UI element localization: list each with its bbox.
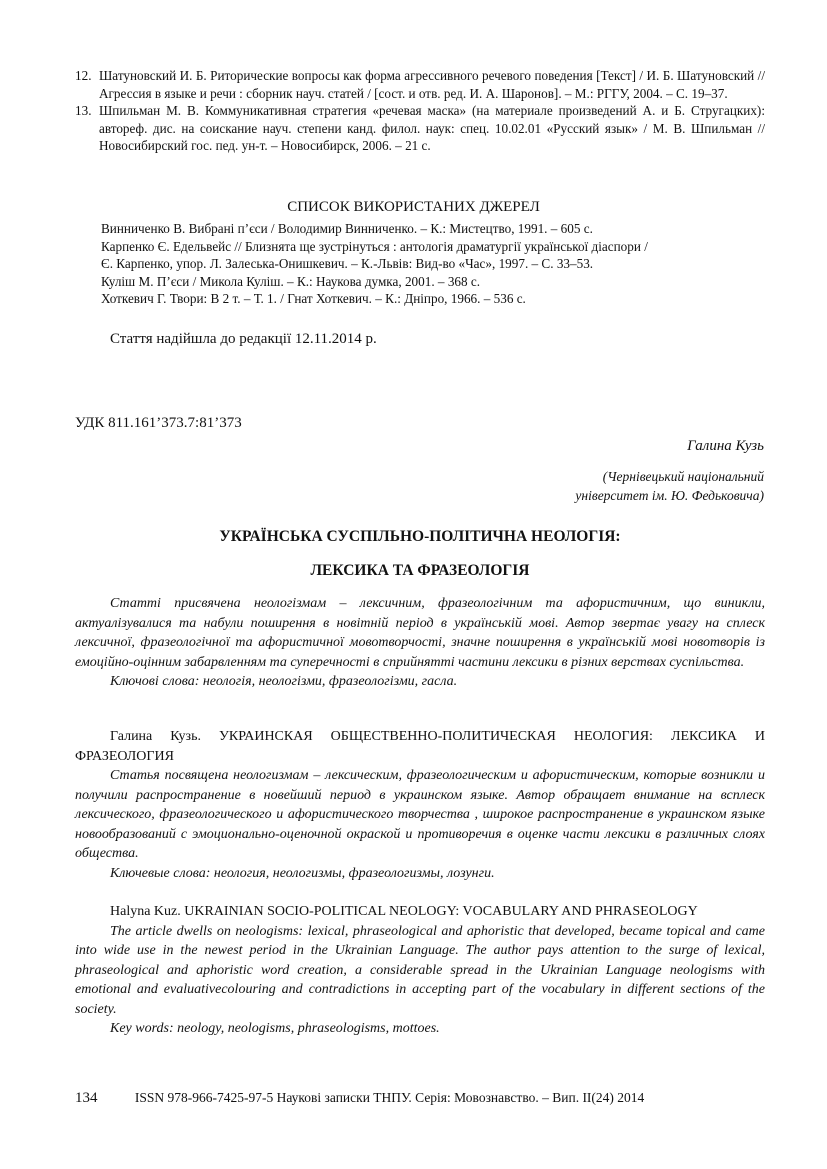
reference-list (75, 67, 765, 155)
source-item: Винниченко В. Вибрані п’єси / Володимир Винниченко. – К.: Мистецтво, 1991. – 605 с. (101, 221, 593, 236)
received-date: Стаття надійшла до редакції 12.11.2014 р. (110, 331, 377, 347)
reference-item (75, 67, 765, 102)
page-footer (75, 1090, 644, 1107)
ru-heading: Галина Кузь. УКРАИНСКАЯ ОБЩЕСТВЕННО-ПОЛИТИЧЕСКАЯ НЕОЛОГИЯ: ЛЕКСИКА И ФРАЗЕОЛОГИЯ (75, 729, 765, 764)
reference-number: 13. (75, 103, 92, 118)
source-item: Є. Карпенко, упор. Л. Залеська-Онишкевич. – К.-Львів: Вид-во «Час», 1997. – С. 33–53. (101, 256, 594, 271)
article-title-line: ЛЕКСИКА ТА ФРАЗЕОЛОГІЯ (310, 562, 530, 579)
sources-list (101, 220, 766, 308)
reference-text: Шатуновский И. Б. Риторические вопросы как форма агрессивного речевого поведения [Текст] / И. Б. Шатуновский // Агрессия в языке и речи : сборник науч. статей / [сост. и отв. ред. И. А. Шаронов]. – М.: РГГУ, 2004. – С. 19–37. (99, 68, 765, 101)
sources-heading: СПИСОК ВИКОРИСТАНИХ ДЖЕРЕЛ (287, 199, 540, 215)
source-item: Куліш М. П’єси / Микола Куліш. – К.: Наукова думка, 2001. – 368 с. (101, 273, 481, 289)
reference-item (75, 102, 765, 155)
abstract-en-block (75, 902, 765, 1039)
journal-info: ISSN 978-966-7425-97-5 Наукові записки ТНПУ. Серія: Мовознавство. – Вип. ІІ(24) 2014 (134, 1090, 645, 1105)
keywords-en: Key words: neology, neologisms, phraseologisms, mottoes. (110, 1021, 440, 1036)
article-title-line: УКРАЇНСЬКА СУСПІЛЬНО-ПОЛІТИЧНА НЕОЛОГІЯ: (219, 528, 621, 545)
abstract-uk-block (75, 594, 765, 692)
reference-number: 12. (75, 68, 92, 83)
abstract-ru-block (75, 727, 765, 883)
author-name: Галина Кузь (687, 438, 764, 454)
abstract-ru: Статья посвящена неологизмам – лексическим, фразеологическим и афористическим, которые возникли и получили распространение в новейший период в украинском языке. Автор обращает внимание на всплеск лексического, фразеологического и афористического творчества , широкое распространение в украинском языке новообразований с эмоционально-оценочной окраской и противоречия в оценке части лексики в различных слоях общества. (75, 768, 765, 861)
keywords-uk: Ключові слова: неологія, неологізми, фразеологізми, гасла. (110, 674, 458, 689)
keywords-ru: Ключевые слова: неология, неологизмы, фразеологизмы, лозунги. (110, 865, 495, 881)
source-item: Хоткевич Г. Твори: В 2 т. – Т. 1. / Гнат Хоткевич. – К.: Дніпро, 1966. – 536 с. (101, 291, 526, 306)
abstract-uk: Статті присвячена неологізмам – лексичним, фразеологічним та афористичним, що виникли, актуалізувалися та набули поширення в новітній період в українській мові. Автор звертає увагу на сплеск лексичної, фразеологічної та афористичної мовотворчості, значне поширення в українській мові новотворів із емоційно-оцінним забарвленням та суперечності в сприйнятті частини лексики в різних верствах суспільства. (75, 596, 765, 670)
affiliation-line: університет ім. Ю. Федьковича) (575, 488, 764, 503)
source-item: Карпенко Є. Едельвейс // Близнята ще зустрінуться : антологія драматургії української діаспори / (101, 238, 648, 254)
abstract-en: The article dwells on neologisms: lexical, phraseological and aphoristic that developed, became topical and came into wide use in the newest period in the Ukrainian Language. The author pays attention to the surge of lexical, phraseological and aphoristic word creation, a considerable spread in the Ukrainian Language neologisms with emotional and evaluativecolouring and contradictions in accepting part of the vocabulary in different sections of the society. (75, 923, 765, 1017)
udk-code: УДК 811.161’373.7:81’373 (75, 415, 242, 431)
reference-text: Шпильман М. В. Коммуникативная стратегия «речевая маска» (на материале произведений А. и Б. Стругацких): автореф. дис. на соискание науч. степени канд. филол. наук: спец. 10.02.01 «Русский язык» / М. В. Шпильман // Новосибирский гос. пед. ун-т. – Новосибирск, 2006. – 21 с. (99, 103, 765, 153)
page-number: 134 (75, 1090, 98, 1106)
author-affiliation (575, 467, 764, 505)
affiliation-line: (Чернівецький національний (602, 469, 764, 484)
en-heading: Halyna Kuz. UKRAINIAN SOCIO-POLITICAL NEOLOGY: VOCABULARY AND PHRASEOLOGY (110, 904, 698, 919)
